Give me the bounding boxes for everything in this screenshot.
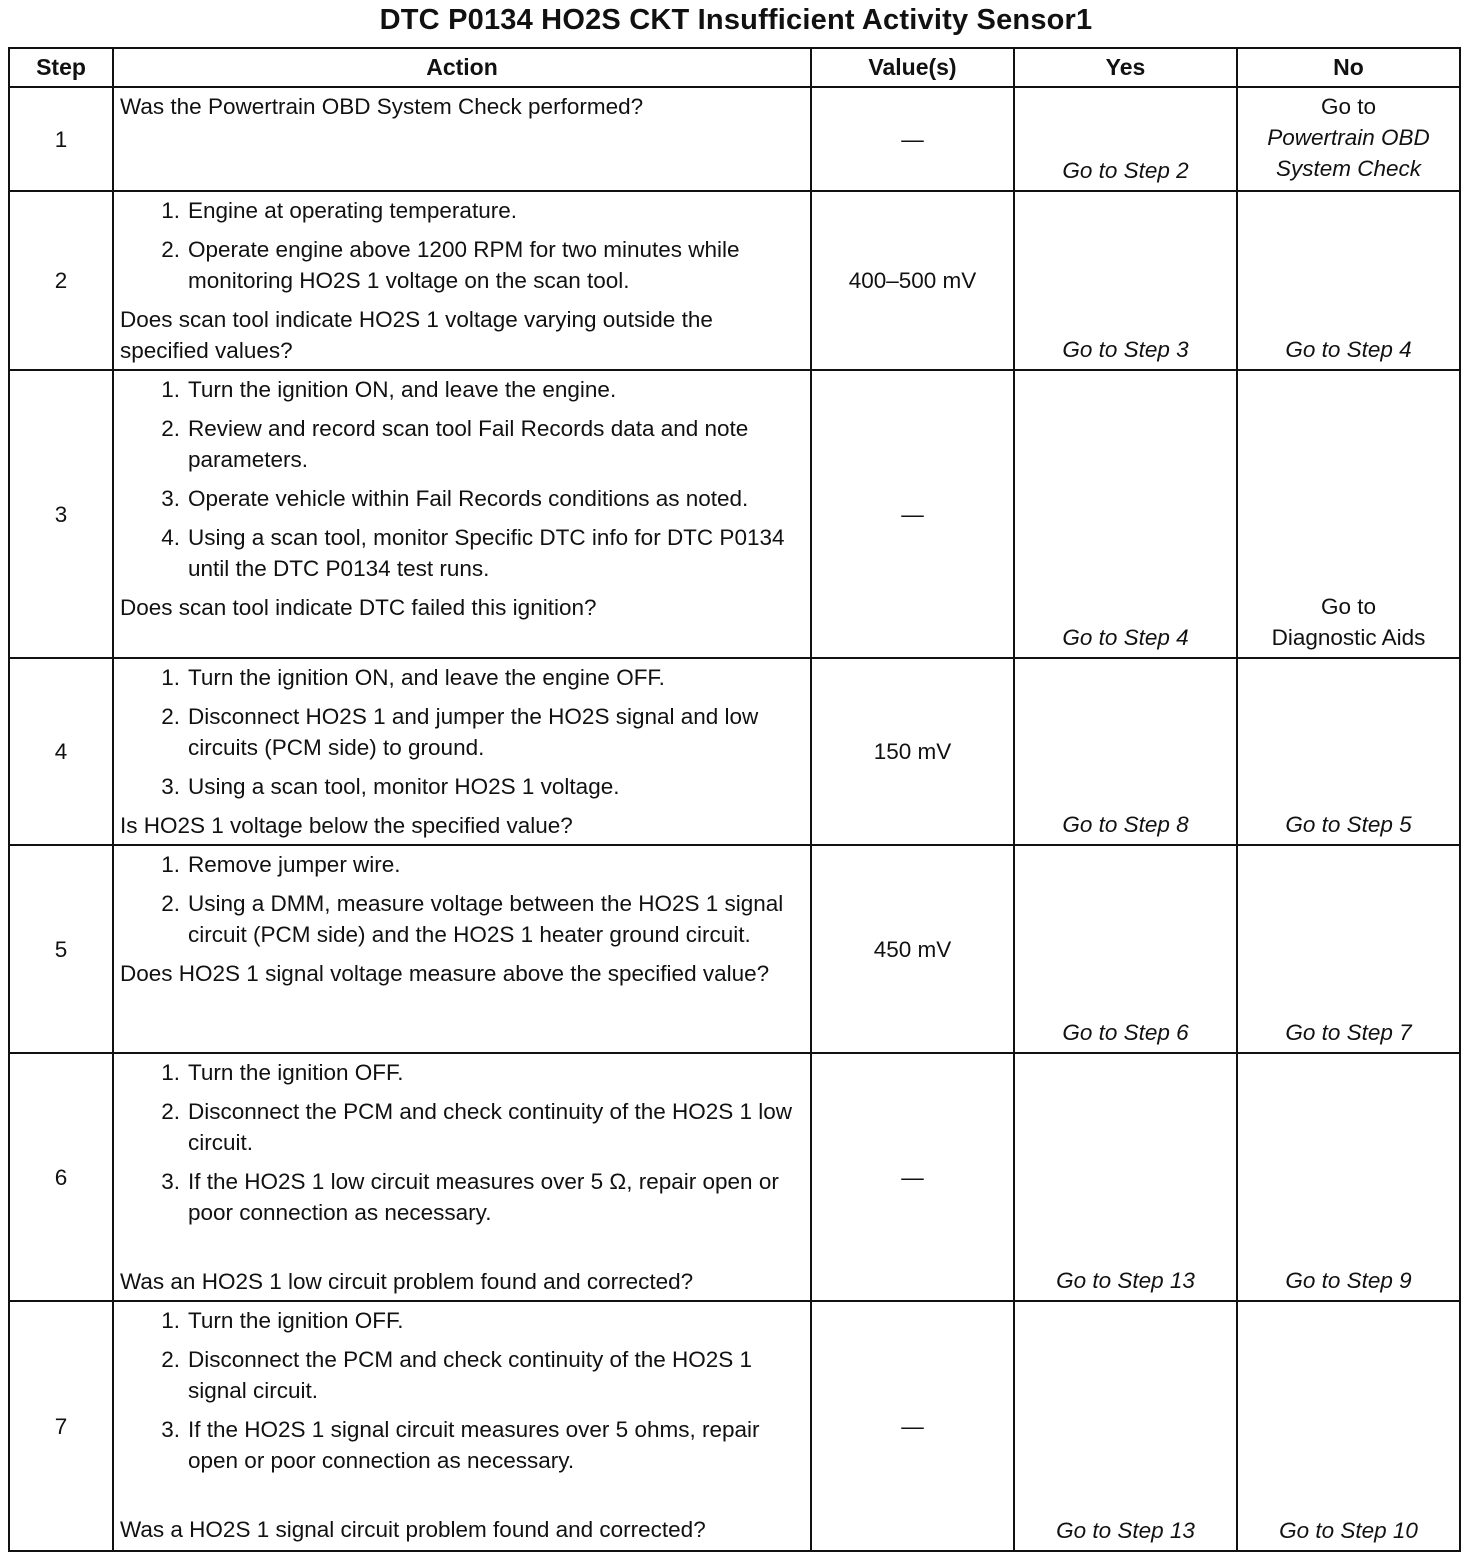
step-number: 7 [9, 1301, 113, 1551]
action-list [120, 374, 806, 584]
no-cell[interactable] [1237, 87, 1460, 191]
action-cell [113, 845, 811, 1053]
table-row-step-4 [9, 658, 1460, 845]
action-cell [113, 658, 811, 845]
action-item: 1. Turn the ignition ON, and leave the engine. [161, 377, 617, 402]
action-item: 3. If the HO2S 1 low circuit measures over 5 Ω, repair open or poor connection as necessary. [161, 1169, 779, 1225]
step-number: 4 [9, 658, 113, 845]
table-row-step-6 [9, 1053, 1460, 1301]
step-number: 6 [9, 1053, 113, 1301]
header-row [9, 48, 1460, 87]
value-cell: — [811, 1053, 1014, 1301]
action-item: 2. Disconnect the PCM and check continuity of the HO2S 1 low circuit. [161, 1099, 793, 1155]
yes-link[interactable]: Go to Step 4 [1014, 370, 1237, 658]
header-step: Step [9, 48, 113, 87]
value-cell: 400–500 mV [811, 191, 1014, 370]
table-row-step-7 [9, 1301, 1460, 1551]
no-link-prefix: Go to [1320, 594, 1377, 619]
action-item: 1. Turn the ignition OFF. [161, 1308, 404, 1333]
action-question: Does scan tool indicate DTC failed this ignition? [120, 595, 597, 620]
action-question: Is HO2S 1 voltage below the specified value? [120, 813, 573, 838]
action-cell [113, 1301, 811, 1551]
action-question: Was a HO2S 1 signal circuit problem found and corrected? [120, 1517, 706, 1542]
value-cell: 450 mV [811, 845, 1014, 1053]
header-no: No [1237, 48, 1460, 87]
no-link-target[interactable]: Diagnostic Aids [1271, 625, 1426, 650]
table-row-step-1 [9, 87, 1460, 191]
action-item: 4. Using a scan tool, monitor Specific DTC info for DTC P0134 until the DTC P0134 test runs. [161, 525, 785, 581]
action-item: 3. If the HO2S 1 signal circuit measures over 5 ohms, repair open or poor connection as necessary. [161, 1417, 760, 1473]
no-link[interactable]: Go to Step 10 [1237, 1301, 1460, 1551]
yes-link[interactable]: Go to Step 3 [1014, 191, 1237, 370]
yes-link[interactable]: Go to Step 6 [1014, 845, 1237, 1053]
no-link-target[interactable]: Powertrain OBD System Check [1267, 125, 1430, 181]
action-list [120, 195, 806, 296]
action-cell [113, 191, 811, 370]
action-item: 3. Using a scan tool, monitor HO2S 1 voltage. [161, 774, 620, 799]
table-row-step-3 [9, 370, 1460, 658]
step-number: 1 [9, 87, 113, 191]
action-item: 3. Operate vehicle within Fail Records conditions as noted. [161, 486, 749, 511]
action-list [120, 662, 806, 802]
action-item: 2. Disconnect HO2S 1 and jumper the HO2S signal and low circuits (PCM side) to ground. [161, 704, 759, 760]
page-title: DTC P0134 HO2S CKT Insufficient Activity Sensor1 [379, 4, 1093, 36]
no-link[interactable]: Go to Step 4 [1237, 191, 1460, 370]
step-number: 5 [9, 845, 113, 1053]
value-cell: 150 mV [811, 658, 1014, 845]
action-question: Was an HO2S 1 low circuit problem found and corrected? [120, 1269, 694, 1294]
value-cell: — [811, 87, 1014, 191]
value-cell: — [811, 370, 1014, 658]
action-item: 2. Review and record scan tool Fail Records data and note parameters. [161, 416, 749, 472]
header-value: Value(s) [811, 48, 1014, 87]
value-cell: — [811, 1301, 1014, 1551]
table-row-step-2 [9, 191, 1460, 370]
action-list [120, 849, 806, 950]
yes-link[interactable]: Go to Step 8 [1014, 658, 1237, 845]
action-item: 1. Turn the ignition ON, and leave the engine OFF. [161, 665, 665, 690]
action-list [120, 1305, 806, 1476]
action-cell [113, 1053, 811, 1301]
action-item: 2. Using a DMM, measure voltage between the HO2S 1 signal circuit (PCM side) and the HO2S 1 heater ground circuit. [161, 891, 784, 947]
no-link[interactable]: Go to Step 9 [1237, 1053, 1460, 1301]
action-question: Was the Powertrain OBD System Check performed? [120, 94, 644, 119]
yes-link[interactable]: Go to Step 13 [1014, 1301, 1237, 1551]
header-action: Action [113, 48, 811, 87]
table-row-step-5 [9, 845, 1460, 1053]
yes-link[interactable]: Go to Step 13 [1014, 1053, 1237, 1301]
action-cell [113, 370, 811, 658]
no-link[interactable]: Go to Step 7 [1237, 845, 1460, 1053]
no-cell[interactable] [1237, 370, 1460, 658]
action-item: 2. Disconnect the PCM and check continuity of the HO2S 1 signal circuit. [161, 1347, 753, 1403]
action-item: 1. Remove jumper wire. [161, 852, 401, 877]
diagnostic-table [8, 47, 1461, 1552]
action-question: Does HO2S 1 signal voltage measure above the specified value? [120, 961, 770, 986]
action-cell [113, 87, 811, 191]
no-link[interactable]: Go to Step 5 [1237, 658, 1460, 845]
action-question: Does scan tool indicate HO2S 1 voltage varying outside the specified values? [120, 307, 713, 363]
header-yes: Yes [1014, 48, 1237, 87]
yes-link[interactable]: Go to Step 2 [1014, 87, 1237, 191]
action-item: 1. Turn the ignition OFF. [161, 1060, 404, 1085]
step-number: 3 [9, 370, 113, 658]
step-number: 2 [9, 191, 113, 370]
action-list [120, 1057, 806, 1228]
action-item: 1. Engine at operating temperature. [161, 198, 517, 223]
action-item: 2. Operate engine above 1200 RPM for two minutes while monitoring HO2S 1 voltage on the scan tool. [161, 237, 740, 293]
no-link-prefix: Go to [1320, 94, 1377, 119]
